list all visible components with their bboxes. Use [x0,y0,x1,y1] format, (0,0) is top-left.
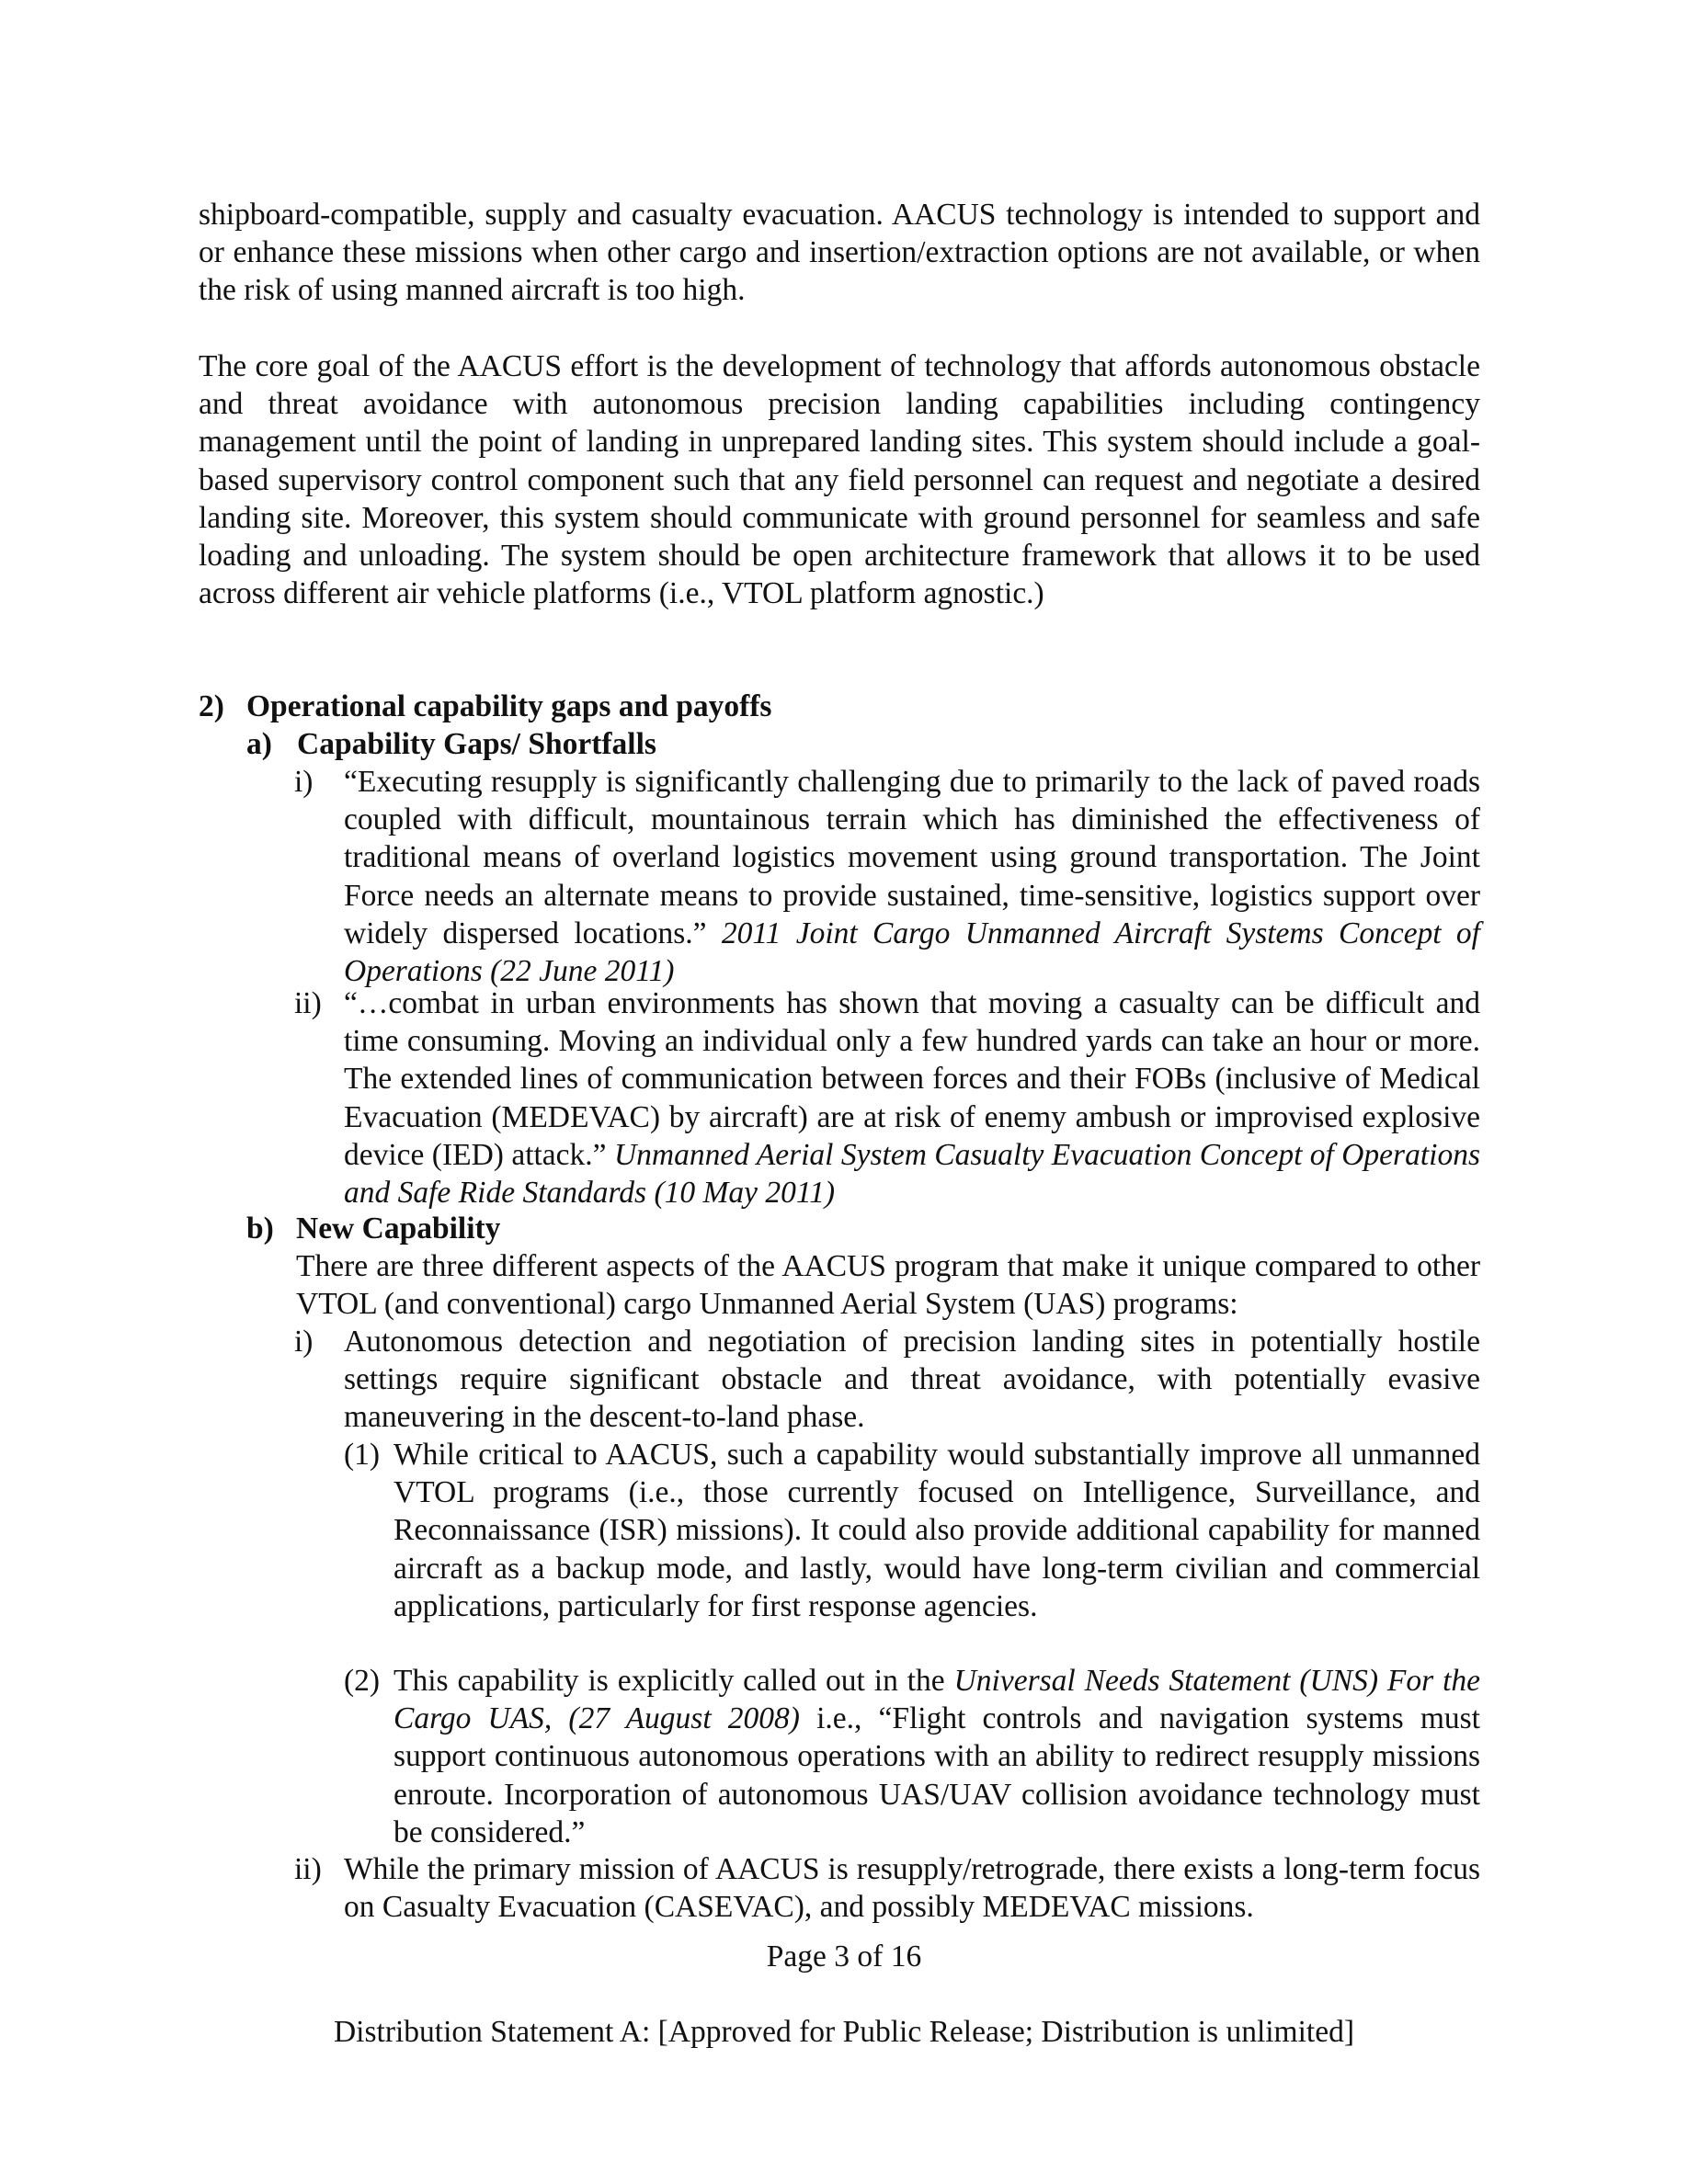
item-body: While the primary mission of AACUS is resupply/retrograde, there exists a long-term focus on Casualty Evacuation (CASEVAC), and possibly MEDEVAC missions. [344,1852,1480,1925]
paragraph-core-goal [199,347,1480,612]
page-number: Page 3 of 16 [766,1939,922,1974]
item-number: i) [294,765,314,799]
item-body [393,1662,1480,1851]
quote-text: “…combat in urban environments has shown that moving a casualty can be difficult and time consuming. Moving an individual only a few hundred yards can take an hour or more. The extended lines of communication between forces and their FOBs (inclusive of Medical Evacuation (MEDEVAC) by aircraft) are at risk of enemy ambush or improvised explosive device (IED) attack.” [344,986,1480,1172]
list-item-a-ii [294,984,1480,1211]
subsection-intro [296,1247,1480,1323]
paragraph-intro [199,196,1480,310]
intro-text: There are three different aspects of the AACUS program that make it unique compared to other VTOL (and conventional) cargo Unmanned Aerial System (UAS) programs: [296,1249,1480,1322]
section-number: 2) [199,689,224,723]
list-item-a-i [294,763,1480,990]
item-text: This capability is explicitly called out in the [393,1664,954,1698]
distribution-statement: Distribution Statement A: [Approved for Public Release; Distribution is unlimited] [333,2015,1354,2049]
subsection-heading-a [246,725,1480,763]
item-number: ii) [294,1852,322,1886]
citation: Unmanned Aerial System Casualty Evacuation Concept of Operations and Safe Ride Standards (10 May 2011) [344,1137,1480,1211]
item-number: (1) [344,1438,381,1472]
item-body: Autonomous detection and negotiation of precision landing sites in potentially hostile settings require significant obstacle and threat avoidance, with potentially evasive maneuvering in the descent-to-land phase. [344,1325,1480,1435]
list-item-b-i-1 [344,1436,1480,1625]
item-number: (2) [344,1664,381,1698]
list-item-b-i [294,1323,1480,1437]
quote-text: “Executing resupply is significantly challenging due to primarily to the lack of paved roads coupled with difficult, mountainous terrain which has diminished the effectiveness of traditional means of overland logistics movement using ground transportation. The Joint Force needs an alternate means to provide sustained, time-sensitive, logistics support over widely dispersed locations.” [344,765,1480,950]
item-text: i.e., “Flight controls and navigation systems must support continuous autonomous operations with an ability to redirect resupply missions enroute. Incorporation of autonomous UAS/UAV collision avoidance technology must be considered.” [393,1701,1480,1849]
citation: Universal Needs Statement (UNS) For the Cargo UAS, (27 August 2008) [393,1664,1480,1736]
paragraph-text: The core goal of the AACUS effort is the development of technology that affords autonomous obstacle and threat avoidance with autonomous precision landing capabilities including contingency management until the point of landing in unprepared landing sites. This system should include a goal-based supervisory control component such that any field personnel can request and negotiate a desired landing site. Moreover, this system should communicate with ground personnel for seamless and safe loading and unloading. The system should be open architecture framework that allows it to be used across different air vehicle platforms (i.e., VTOL platform agnostic.) [199,349,1480,611]
item-body [344,984,1480,1211]
subsection-number: a) [246,727,272,761]
subsection-title: Capability Gaps/ Shortfalls [297,727,656,761]
paragraph-text: shipboard-compatible, supply and casualty evacuation. AACUS technology is intended to support and or enhance these missions when other cargo and insertion/extraction options are not available, or when the risk of using manned aircraft is too high. [199,198,1480,308]
item-body: While critical to AACUS, such a capability would substantially improve all unmanned VTOL programs (i.e., those currently focused on Intelligence, Surveillance, and Reconnaissance (ISR) missions). It could also provide additional capability for manned aircraft as a backup mode, and lastly, would have long-term civilian and commercial applications, particularly for first response agencies. [393,1438,1480,1623]
subsection-title: New Capability [296,1211,501,1246]
section-heading [199,688,1480,725]
subsection-number: b) [246,1211,274,1246]
item-number: i) [294,1325,314,1359]
list-item-b-ii [294,1850,1480,1926]
citation: 2011 Joint Cargo Unmanned Aircraft Systems Concept of Operations (22 June 2011) [344,916,1480,989]
item-number: ii) [294,986,322,1020]
item-body [344,763,1480,990]
subsection-heading-b [246,1210,1480,1247]
list-item-b-i-2 [344,1662,1480,1851]
section-title: Operational capability gaps and payoffs [246,689,772,723]
